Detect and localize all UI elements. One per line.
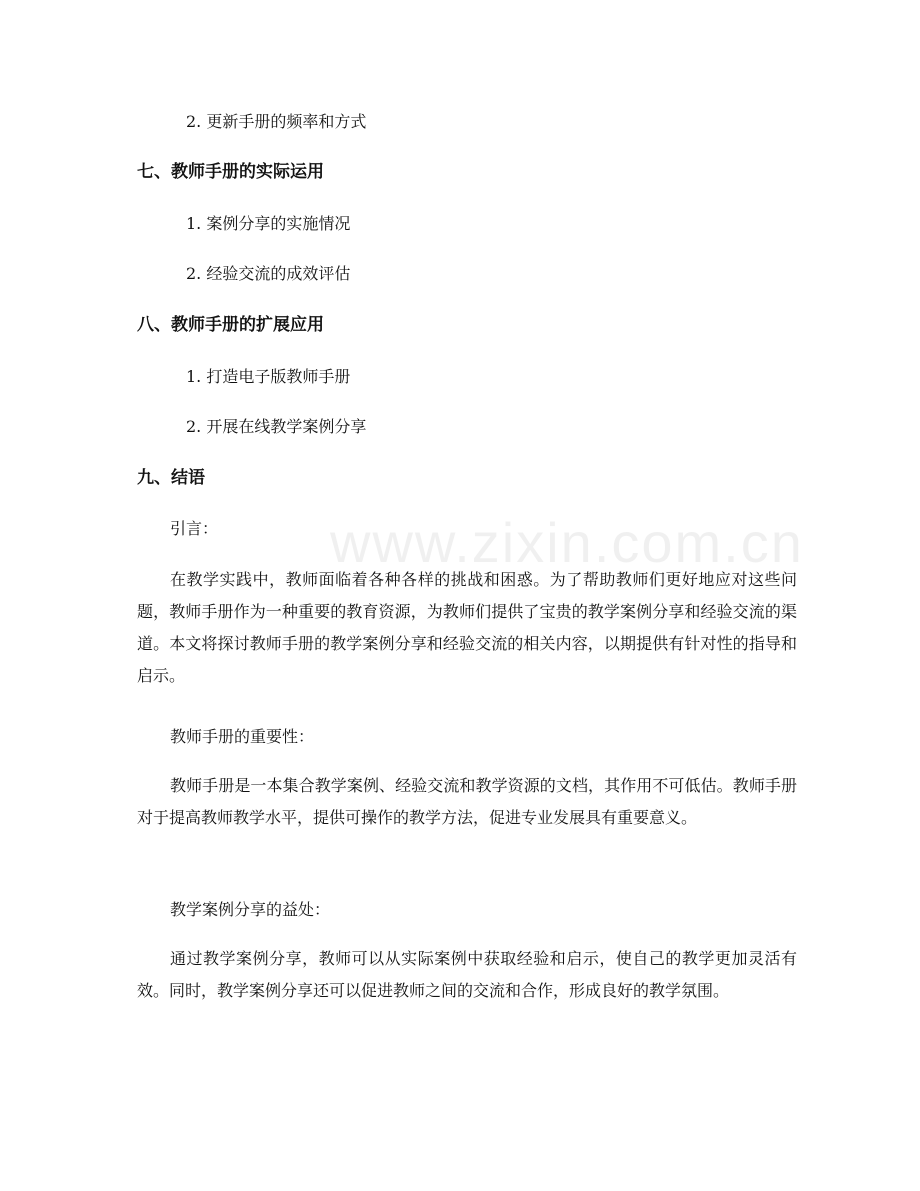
section-9-heading: 九、结语 — [137, 468, 205, 488]
section-7-item-1: 1. 案例分享的实施情况 — [186, 214, 351, 233]
section-6-item-2: 2. 更新手册的频率和方式 — [186, 112, 367, 131]
intro-label: 引言： — [170, 519, 219, 538]
intro-paragraph: 在教学实践中，教师面临着各种各样的挑战和困惑。为了帮助教师们更好地应对这些问题，教师手册作为一种重要的教育资源，为教师们提供了宝贵的教学案例分享和经验交流的渠道。本文将探讨教师手册的教学案例分享和经验交流的相关内容，以期提供有针对性的指导和启示。 — [137, 570, 797, 685]
importance-paragraph: 教师手册是一本集合教学案例、经验交流和教学资源的文档，其作用不可低估。教师手册对于提高教师教学水平，提供可操作的教学方法，促进专业发展具有重要意义。 — [137, 776, 797, 827]
section-8-heading: 八、教师手册的扩展应用 — [137, 315, 324, 335]
section-7-item-2: 2. 经验交流的成效评估 — [186, 264, 351, 283]
watermark: www.zixin.com.cn — [330, 511, 804, 574]
importance-label: 教师手册的重要性： — [170, 727, 315, 746]
section-8-item-1: 1. 打造电子版教师手册 — [186, 367, 351, 386]
section-8-item-2: 2. 开展在线教学案例分享 — [186, 417, 367, 436]
section-7-heading: 七、教师手册的实际运用 — [137, 162, 324, 182]
benefit-paragraph: 通过教学案例分享，教师可以从实际案例中获取经验和启示，使自己的教学更加灵活有效。同时，教学案例分享还可以促进教师之间的交流和合作，形成良好的教学氛围。 — [137, 949, 797, 1000]
benefit-label: 教学案例分享的益处： — [170, 900, 331, 919]
